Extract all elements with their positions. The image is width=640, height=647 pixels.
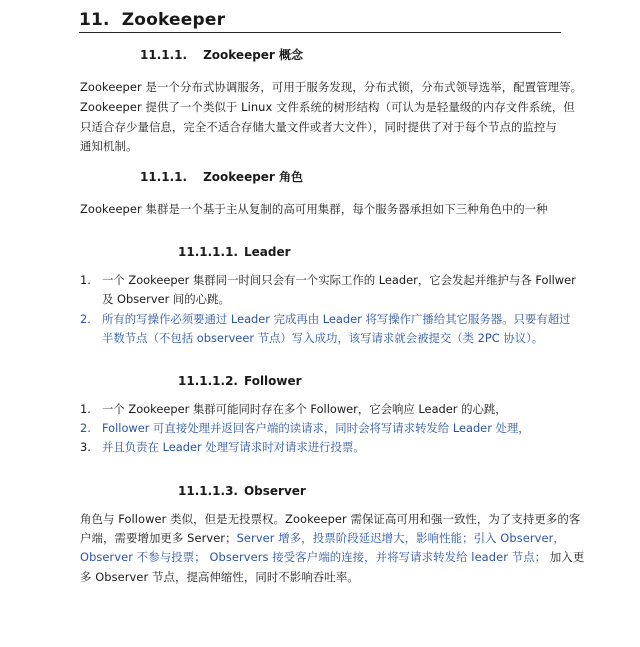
observer-highlight: Server 增多，投票阶段延迟增大，影响性能；引入 Observer，: [236, 531, 565, 545]
list-text: 一个 Zookeeper 集群同一时间只会有一个实际工作的 Leader，它会发起并维护与各 Follwer: [102, 273, 576, 287]
list-text: 并且负责在 Leader 处理写请求时对请求进行投票。: [102, 440, 365, 454]
leader-list-item-1: [80, 272, 576, 288]
concept-line-1: Zookeeper 是一个分布式协调服务，可用于服务发现，分布式锁，分布式领导选举，配置管理等。: [80, 80, 583, 94]
follower-list-item-1: [80, 401, 507, 417]
list-marker: 1.: [80, 273, 91, 287]
list-text: Follower 可直接处理并返回客户端的读请求，同时会将写请求转发给 Leader 处理，: [102, 421, 530, 435]
subsection-heading-follower: [178, 374, 302, 388]
list-marker: 2.: [80, 312, 91, 326]
heading-number: 11.: [79, 10, 110, 30]
list-text: 所有的写操作必须要通过 Leader 完成再由 Leader 将写操作广播给其它服务器。只要有超过: [102, 312, 571, 326]
page-heading: [79, 10, 225, 30]
subsection-title: Follower: [243, 374, 302, 388]
observer-highlight: Observer 不参与投票； Observers 接受客户端的连接，并将写请求转发给 leader 节点；: [80, 550, 547, 564]
section-heading-roles: [140, 168, 303, 185]
observer-line-4: 多 Observer 节点，提高伸缩性，同时不影响吞吐率。: [80, 570, 359, 584]
section-title: Zookeeper 角色: [203, 170, 304, 184]
section-heading-concept: [140, 46, 303, 63]
subsection-title: Leader: [243, 245, 291, 259]
concept-line-4: 通知机制。: [80, 139, 138, 153]
subsection-heading-leader: [178, 245, 291, 259]
subsection-heading-observer: [178, 484, 306, 498]
subsection-title: Observer: [243, 484, 306, 498]
roles-paragraph: Zookeeper 集群是一个基于主从复制的高可用集群，每个服务器承担如下三种角色中的一种: [80, 202, 548, 216]
list-marker: 3.: [80, 440, 91, 454]
observer-line-1: 角色与 Follower 类似，但是无投票权。Zookeeper 需保证高可用和强一致性，为了支持更多的客: [80, 512, 581, 526]
subsection-number: 11.1.1.1.: [178, 245, 238, 259]
observer-text: 户端，需要增加更多 Server；: [80, 531, 237, 545]
observer-text: 加入更: [546, 550, 585, 564]
follower-list-item-2: [80, 420, 530, 436]
list-text: 一个 Zookeeper 集群可能同时存在多个 Follower，它会响应 Leader 的心跳，: [102, 402, 507, 416]
section-number: 11.1.1.: [140, 170, 188, 184]
observer-line-3: [80, 549, 584, 565]
observer-line-2: [80, 530, 565, 546]
list-marker: 2.: [80, 421, 91, 435]
leader-list-item-2-cont: 半数节点（不包括 observeer 节点）写入成功，该写请求就会被提交（类 2PC 协议）。: [102, 331, 544, 345]
follower-list-item-3: [80, 439, 365, 455]
heading-title: Zookeeper: [121, 10, 226, 30]
section-title: Zookeeper 概念: [203, 48, 304, 62]
subsection-number: 11.1.1.3.: [178, 484, 238, 498]
concept-line-3: 只适合存少量信息，完全不适合存储大量文件或者大文件），同时提供了对于每个节点的监控与: [80, 120, 557, 134]
leader-list-item-1-cont: 及 Observer 间的心跳。: [102, 292, 230, 306]
concept-line-2: Zookeeper 提供了一个类似于 Linux 文件系统的树形结构（可认为是轻量级的内存文件系统，但: [80, 100, 575, 114]
heading-rule: [79, 32, 561, 33]
list-marker: 1.: [80, 402, 91, 416]
section-number: 11.1.1.: [140, 48, 188, 62]
subsection-number: 11.1.1.2.: [178, 374, 238, 388]
leader-list-item-2: [80, 311, 571, 327]
